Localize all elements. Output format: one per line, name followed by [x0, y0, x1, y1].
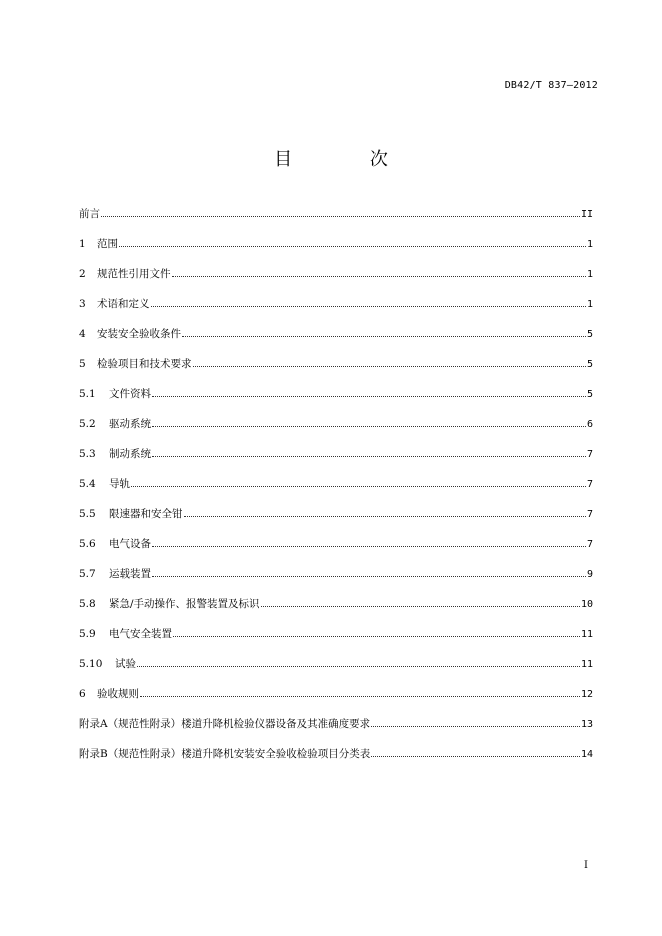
toc-leader-dots	[371, 726, 580, 727]
toc-entry-5-7[interactable]	[79, 564, 593, 594]
toc-entry-page: 6	[586, 419, 593, 430]
toc-entry-5-10[interactable]	[79, 654, 593, 684]
toc-entry-number: 5.5	[79, 508, 96, 520]
toc-entry-page: 11	[580, 659, 593, 670]
toc-entry-page: II	[580, 209, 593, 220]
toc-entry-page: 7	[586, 539, 593, 550]
toc-entry-5-6[interactable]	[79, 534, 593, 564]
toc-entry-number: 1	[79, 238, 86, 250]
toc-entry-text: 运载装置	[109, 568, 151, 580]
toc-entry-page: 10	[580, 599, 593, 610]
toc-entry-text: 范围	[97, 238, 118, 250]
toc-entry-text: 安装安全验收条件	[97, 328, 181, 340]
toc-leader-dots	[137, 666, 580, 667]
toc-entry-text: 检验项目和技术要求	[97, 358, 192, 370]
toc-entry-text: 紧急/手动操作、报警装置及标识	[109, 598, 260, 610]
toc-leader-dots	[152, 546, 586, 547]
toc-entry-text: 术语和定义	[97, 298, 150, 310]
toc-entry-5-1[interactable]	[79, 384, 593, 414]
toc-entry-appendix-a[interactable]	[79, 714, 593, 744]
toc-leader-dots	[182, 336, 586, 337]
toc-entry-page: 7	[586, 479, 593, 490]
toc-leader-dots	[371, 756, 580, 757]
toc-entry-5-2[interactable]	[79, 414, 593, 444]
toc-leader-dots	[152, 426, 586, 427]
toc-entry-text: 附录A（规范性附录）楼道升降机检验仪器设备及其准确度要求	[79, 718, 371, 730]
toc-entry-page: 14	[580, 749, 593, 760]
toc-entry-text: 文件资料	[109, 388, 151, 400]
toc-entry-number: 5.2	[79, 418, 96, 430]
toc-entry-text: 前言	[79, 208, 100, 220]
toc-entry-6[interactable]	[79, 684, 593, 714]
toc-leader-dots	[101, 216, 580, 217]
toc-entry-number: 3	[79, 298, 86, 310]
toc-leader-dots	[173, 636, 580, 637]
toc-entry-text: 电气设备	[109, 538, 151, 550]
toc-entry-text: 电气安全装置	[109, 628, 172, 640]
toc-leader-dots	[140, 696, 580, 697]
toc-entry-5-8[interactable]	[79, 594, 593, 624]
toc-entry-text: 驱动系统	[109, 418, 151, 430]
toc-entry-number: 5	[79, 358, 86, 370]
table-of-contents	[79, 204, 593, 774]
toc-entry-page: 12	[580, 689, 593, 700]
toc-entry-number: 2	[79, 268, 86, 280]
toc-entry-text: 附录B（规范性附录）楼道升降机安装安全验收检验项目分类表	[79, 748, 371, 760]
toc-entry-3[interactable]	[79, 294, 593, 324]
toc-entry-number: 5.9	[79, 628, 96, 640]
toc-leader-dots	[131, 486, 586, 487]
toc-leader-dots	[152, 456, 586, 457]
toc-entry-text: 导轨	[109, 478, 130, 490]
toc-entry-number: 5.1	[79, 388, 96, 400]
toc-leader-dots	[172, 276, 586, 277]
toc-entry-number: 5.8	[79, 598, 96, 610]
toc-entry-5[interactable]	[79, 354, 593, 384]
toc-entry-2[interactable]	[79, 264, 593, 294]
toc-entry-page: 7	[586, 509, 593, 520]
toc-entry-5-3[interactable]	[79, 444, 593, 474]
toc-entry-text: 制动系统	[109, 448, 151, 460]
toc-entry-page: 9	[586, 569, 593, 580]
page-number: I	[584, 860, 588, 871]
page-title: 目 次	[274, 149, 424, 170]
toc-entry-page: 5	[586, 329, 593, 340]
toc-entry-page: 7	[586, 449, 593, 460]
toc-entry-page: 13	[580, 719, 593, 730]
toc-entry-page: 1	[586, 299, 593, 310]
document-code: DB42/T 837—2012	[504, 80, 598, 91]
toc-entry-page: 11	[580, 629, 593, 640]
toc-leader-dots	[152, 396, 586, 397]
toc-leader-dots	[152, 576, 586, 577]
toc-entry-number: 4	[79, 328, 86, 340]
toc-entry-number: 5.6	[79, 538, 96, 550]
toc-leader-dots	[151, 306, 586, 307]
toc-entry-text: 试验	[115, 658, 136, 670]
toc-entry-1[interactable]	[79, 234, 593, 264]
toc-entry-4[interactable]	[79, 324, 593, 354]
toc-leader-dots	[184, 516, 586, 517]
toc-entry-page: 1	[586, 269, 593, 280]
toc-entry-number: 5.3	[79, 448, 96, 460]
toc-entry-number: 5.10	[79, 658, 103, 670]
toc-entry-page: 5	[586, 389, 593, 400]
toc-entry-foreword[interactable]	[79, 204, 593, 234]
toc-entry-text: 规范性引用文件	[97, 268, 171, 280]
toc-entry-page: 5	[586, 359, 593, 370]
toc-leader-dots	[261, 606, 580, 607]
toc-entry-5-9[interactable]	[79, 624, 593, 654]
toc-entry-page: 1	[586, 239, 593, 250]
toc-leader-dots	[119, 246, 586, 247]
toc-entry-number: 5.4	[79, 478, 96, 490]
toc-leader-dots	[193, 366, 586, 367]
toc-entry-5-5[interactable]	[79, 504, 593, 534]
toc-entry-5-4[interactable]	[79, 474, 593, 504]
toc-entry-text: 验收规则	[97, 688, 139, 700]
toc-entry-number: 6	[79, 688, 86, 700]
toc-entry-number: 5.7	[79, 568, 96, 580]
toc-entry-text: 限速器和安全钳	[109, 508, 183, 520]
toc-entry-appendix-b[interactable]	[79, 744, 593, 774]
